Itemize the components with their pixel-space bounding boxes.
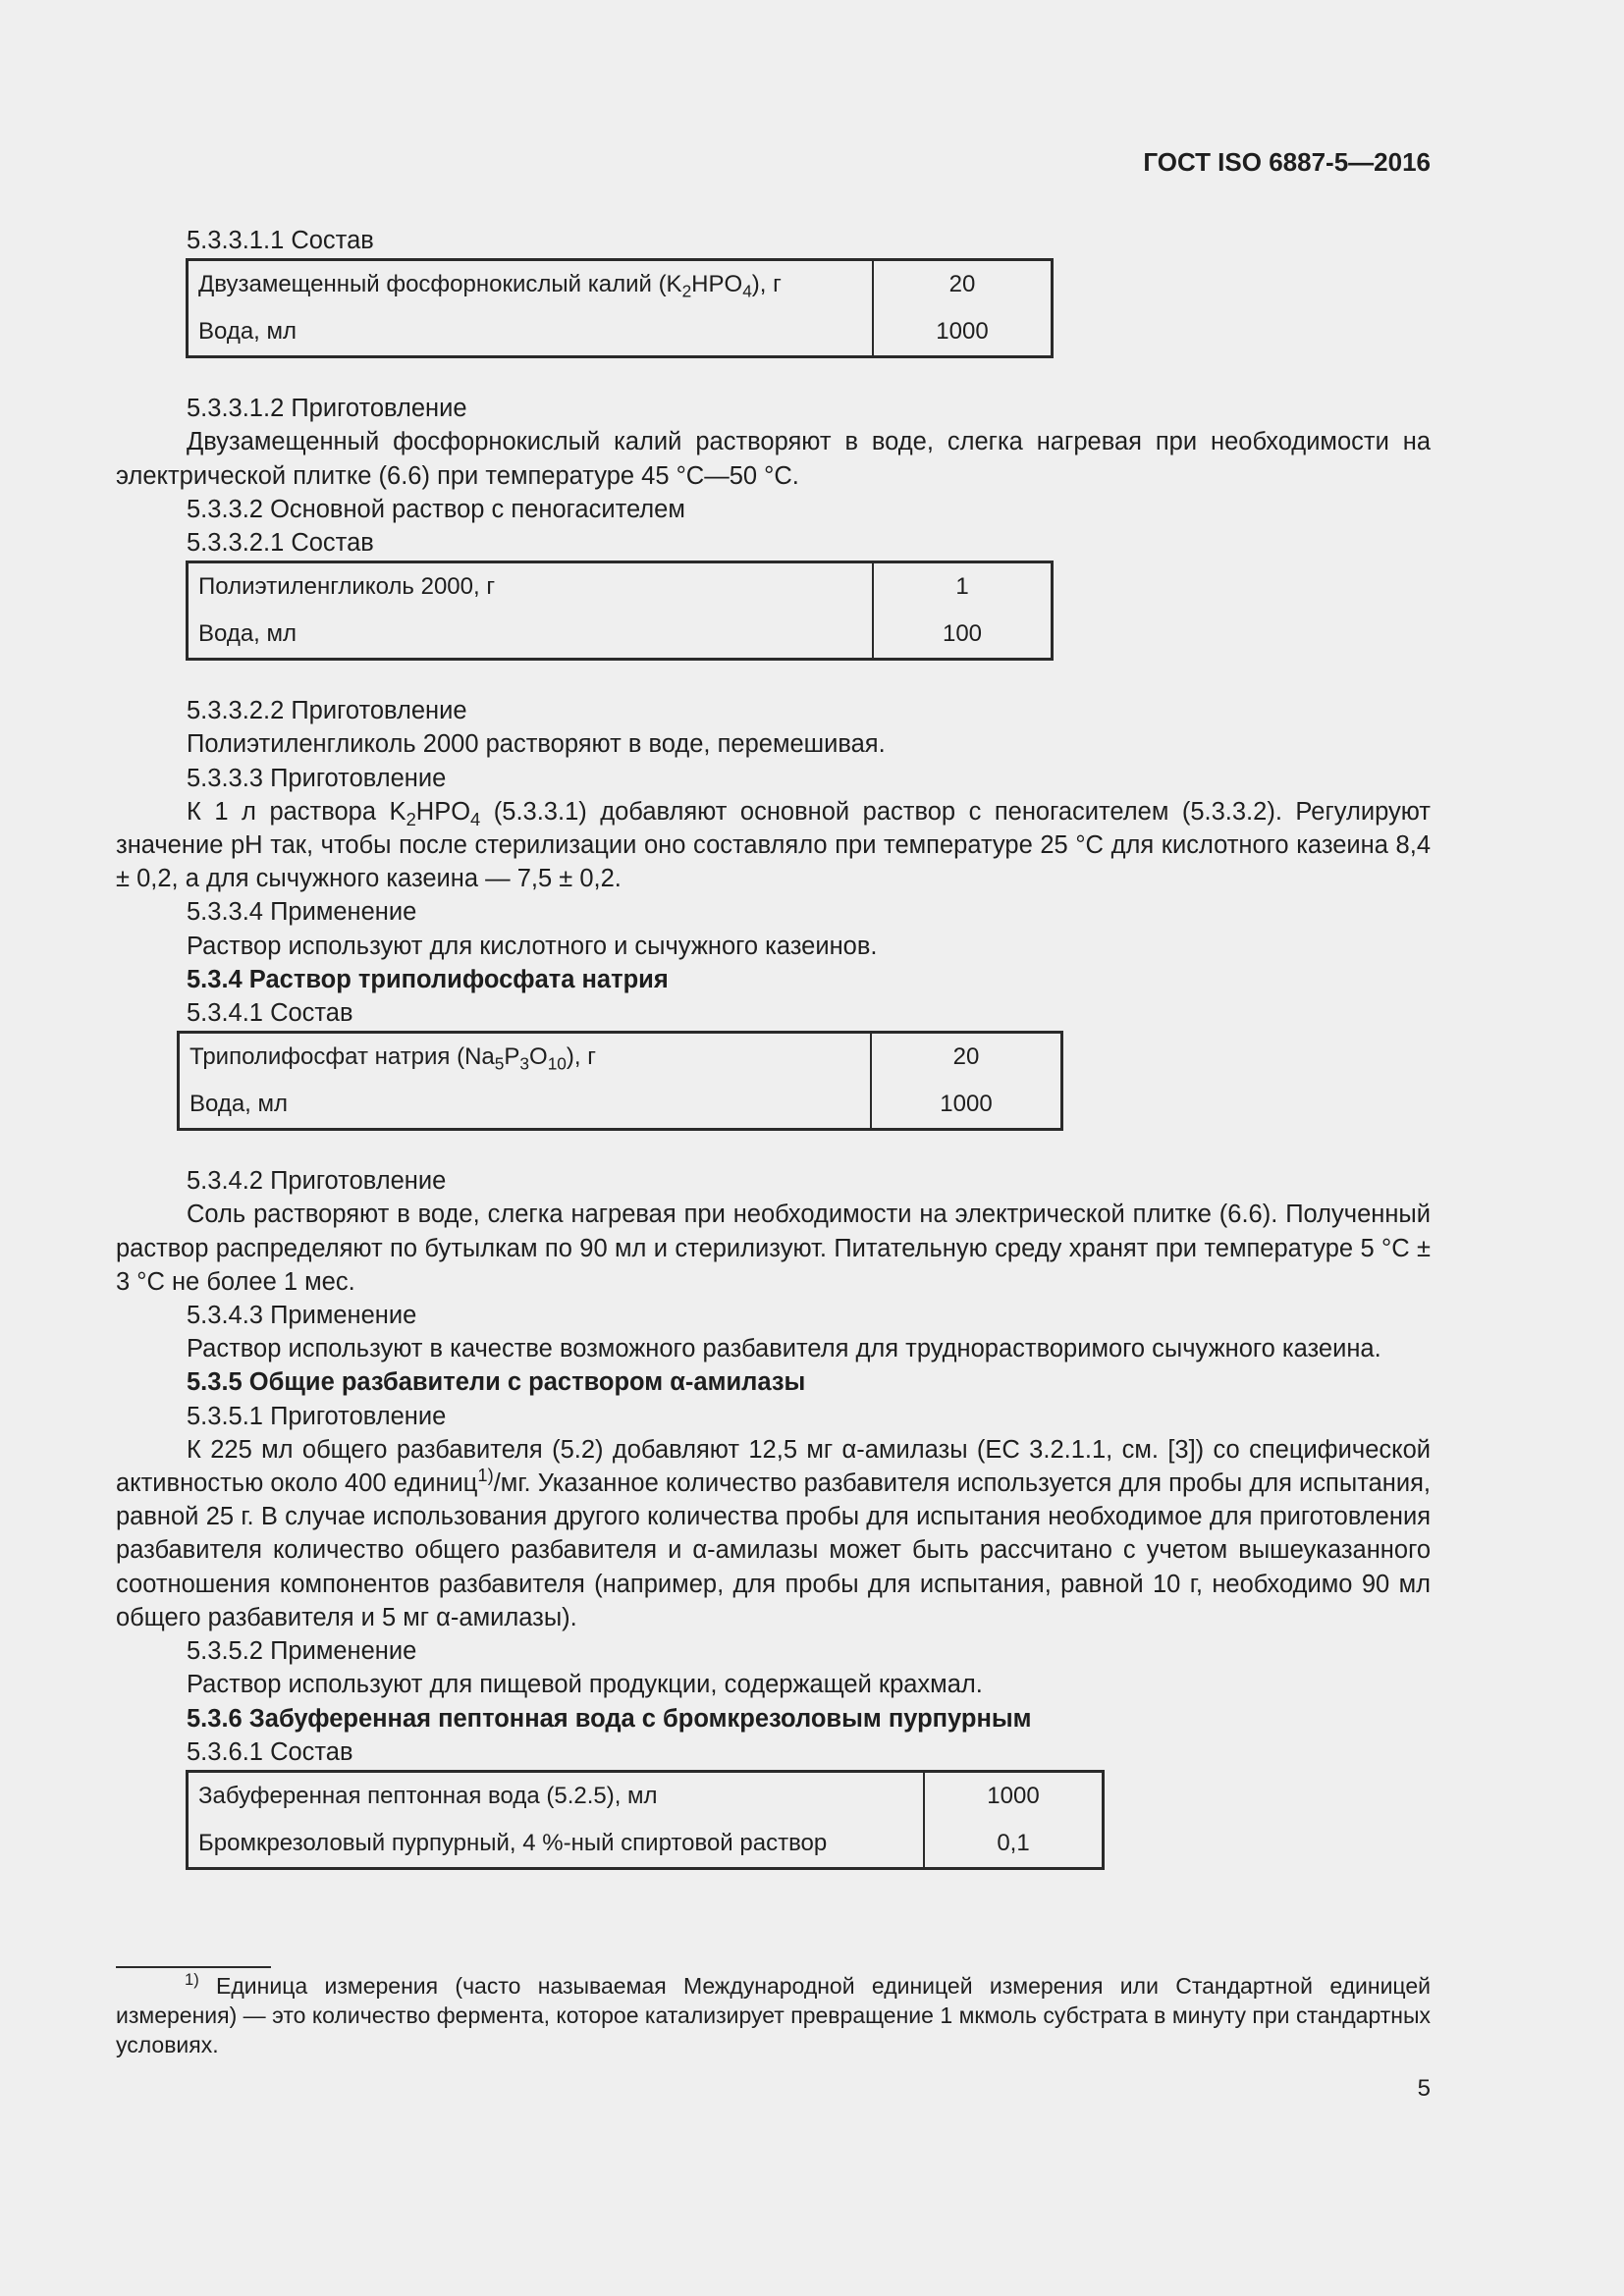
composition-table-3: [177, 1031, 1063, 1131]
section-5-3-3-1-1-title: 5.3.3.1.1 Состав: [187, 227, 374, 254]
table-row: [188, 611, 1053, 660]
section-5-3-4-2-text: Соль растворяют в воде, слегка нагревая при необходимости на электрической плитке (6.6). Полученный раствор распределяют по бутылкам по 90 мл и стерилизуют. Питательную среду хранят при температуре 5 °С ± 3 °С не более 1 мес.: [116, 1201, 1431, 1296]
table-row: [188, 260, 1053, 309]
section-5-3-6-heading: 5.3.6 Забуференная пептонная вода с бромкрезоловым пурпурным: [187, 1704, 1032, 1733]
section-5-3-3-1-2-text: Двузамещенный фосфорнокислый калий растворяют в воде, слегка нагревая при необходимости на электрической плитке (6.6) при температуре 45 °С—50 °С.: [116, 428, 1431, 490]
section-5-3-6-1-title: 5.3.6.1 Состав: [187, 1737, 353, 1766]
ingredient-name: Вода, мл: [198, 620, 298, 648]
ingredient-amount: 1000: [871, 1081, 1062, 1130]
section-5-3-5-1-title: 5.3.5.1 Приготовление: [187, 1402, 447, 1430]
composition-table-2: [186, 561, 1054, 661]
page-number: 5: [1417, 2075, 1431, 2102]
ingredient-amount: 1000: [873, 308, 1053, 357]
section-5-3-4-2-title: 5.3.4.2 Приготовление: [187, 1167, 447, 1196]
section-5-3-3-4-text: Раствор используют для кислотного и сычужного казеинов.: [187, 932, 878, 960]
section-5-3-3-2-2-title: 5.3.3.2.2 Приготовление: [187, 697, 467, 725]
footnote-mark: 1): [185, 1969, 199, 1989]
ingredient-name: Вода, мл: [198, 318, 298, 346]
section-5-3-4-3-title: 5.3.4.3 Применение: [187, 1302, 417, 1330]
section-5-3-5-heading: 5.3.5 Общие разбавители с раствором α-амилазы: [187, 1368, 806, 1397]
ingredient-amount: 100: [873, 611, 1053, 660]
ingredient-name: Полиэтиленгликоль 2000, г: [198, 573, 496, 601]
footnote-reference: 1): [477, 1464, 494, 1485]
ingredient-name: Забуференная пептонная вода (5.2.5), мл: [198, 1782, 658, 1809]
ingredient-amount: 20: [873, 260, 1053, 309]
ingredient-name: Вода, мл: [189, 1091, 289, 1118]
section-5-3-5-1-text: К 225 мл общего разбавителя (5.2) добавляют 12,5 мг α-амилазы (ЕС 3.2.1.1, см. [3]) со специфической активностью около 400 единиц$^{1)}$/мг. Указанное количество разбавителя используется для пробы для испытания, равной 25 г. В случае использования другого количества пробы для испытания необходимое для приготовления разбавителя количество общего разбавителя и α-амилазы может быть рассчитано с учетом вышеуказанного соотношения компонентов разбавителя (например, для пробы для испытания, равной 10 г, необходимо 90 мл общего разбавителя и 5 мг α-амилазы).: [116, 1435, 1431, 1631]
section-5-3-3-2-2-text: Полиэтиленгликоль 2000 растворяют в воде, перемешивая.: [187, 730, 886, 759]
section-5-3-4-1-title: 5.3.4.1 Состав: [187, 999, 353, 1028]
footnote-text: $^{1)}$ Единица измерения (часто называемая Международной единицей измерения или Стандартной единицей измерения) — это количество фермента, которое катализирует превращение 1 мкмоль субстрата в минуту при стандартных условиях.: [116, 1969, 1431, 2057]
section-5-3-3-2-1-title: 5.3.3.2.1 Состав: [187, 529, 374, 558]
ingredient-name: Двузамещенный фосфорнокислый калий $(K_2HPO_4)$, г: [198, 271, 782, 301]
ingredient-amount: 20: [871, 1033, 1062, 1082]
section-5-3-5-2-title: 5.3.5.2 Применение: [187, 1637, 417, 1666]
table-row: [188, 308, 1053, 357]
standard-code: ГОСТ ISO 6887-5—2016: [1143, 147, 1431, 177]
section-5-3-3-1-2-title: 5.3.3.1.2 Приготовление: [187, 395, 467, 423]
composition-table-1: [186, 258, 1054, 358]
table-row: [188, 1771, 1104, 1820]
section-5-3-3-4-title: 5.3.3.4 Применение: [187, 898, 417, 927]
table-row: [179, 1081, 1062, 1130]
section-5-3-3-3-text: К 1 л раствора $K_2HPO_4$ (5.3.3.1) добавляют основной раствор с пеногасителем (5.3.3.2). Регулируют значение pH так, чтобы после стерилизации оно составляло при температуре 25 °С для кислотного казеина 8,4 ± 0,2, а для сычужного казеина — 7,5 ± 0,2.: [116, 797, 1431, 893]
footnote: [116, 1971, 1431, 2059]
document-body: [116, 224, 1431, 1870]
ingredient-name: Триполифосфат натрия $(Na_5P_3O_{10})$, г: [189, 1043, 596, 1074]
ingredient-name: Бромкрезоловый пурпурный, 4 %-ный спиртовой раствор: [198, 1829, 828, 1856]
section-5-3-5-2-text: Раствор используют для пищевой продукции, содержащей крахмал.: [187, 1671, 983, 1699]
footnote-divider: [116, 1966, 271, 1968]
ingredient-amount: 0,1: [924, 1820, 1104, 1869]
section-5-3-3-3-title: 5.3.3.3 Приготовление: [187, 764, 447, 792]
section-5-3-4-heading: 5.3.4 Раствор триполифосфата натрия: [187, 965, 669, 993]
table-row: [188, 562, 1053, 612]
composition-table-4: [186, 1770, 1105, 1870]
section-5-3-4-3-text: Раствор используют в качестве возможного разбавителя для труднорастворимого сычужного казеина.: [187, 1335, 1381, 1363]
section-5-3-3-2-title: 5.3.3.2 Основной раствор с пеногасителем: [187, 495, 685, 523]
ingredient-amount: 1000: [924, 1771, 1104, 1820]
table-row: [188, 1820, 1104, 1869]
ingredient-amount: 1: [873, 562, 1053, 612]
table-row: [179, 1033, 1062, 1082]
